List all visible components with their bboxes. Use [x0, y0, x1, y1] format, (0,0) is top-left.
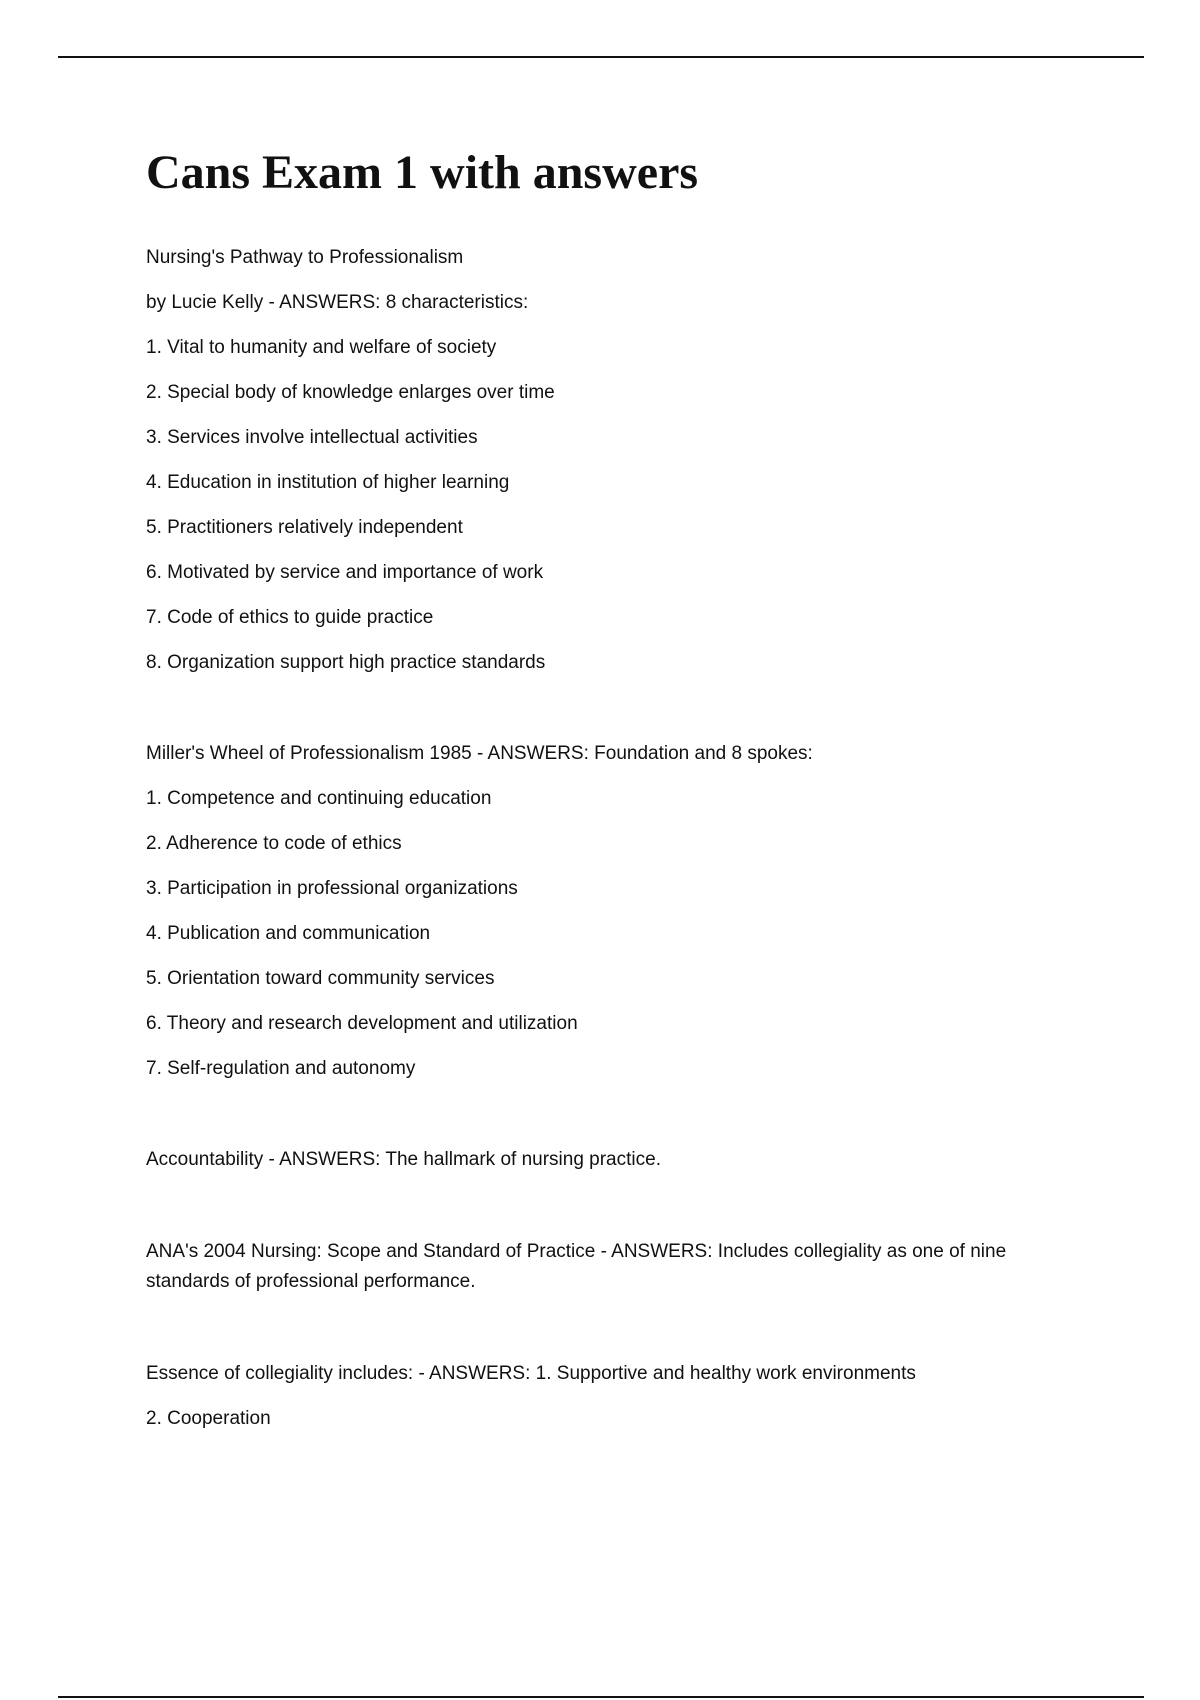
answer-text: by Lucie Kelly - ANSWERS: 8 characteristics: — [146, 292, 529, 313]
list-item: 4. Publication and communication — [146, 923, 431, 944]
question-text: Nursing's Pathway to Professionalism — [146, 247, 464, 268]
list-item: 8. Organization support high practice standards — [146, 652, 546, 673]
section-spacer — [146, 1314, 1076, 1360]
list-item: 7. Code of ethics to guide practice — [146, 607, 434, 628]
section-ana-2004 — [146, 1237, 1076, 1297]
question-text: Essence of collegiality includes: - ANSWERS: 1. Supportive and healthy work environments — [146, 1363, 916, 1384]
section-pathway — [146, 244, 1076, 677]
list-item: 1. Competence and continuing education — [146, 788, 492, 809]
section-spacer — [146, 694, 1076, 740]
section-millers-wheel — [146, 740, 1076, 1083]
footer-rule — [58, 1696, 1144, 1698]
section-accountability — [146, 1146, 1076, 1174]
list-item: 6. Motivated by service and importance of work — [146, 562, 544, 583]
list-item: 5. Orientation toward community services — [146, 968, 495, 989]
list-item: 2. Cooperation — [146, 1408, 271, 1429]
list-item: 5. Practitioners relatively independent — [146, 517, 463, 538]
list-item: 3. Participation in professional organizations — [146, 878, 518, 899]
list-item: 3. Services involve intellectual activities — [146, 427, 478, 448]
header-rule — [58, 56, 1144, 58]
page-title: Cans Exam 1 with answers — [146, 146, 699, 199]
document-body — [146, 140, 1076, 1450]
list-item: 2. Special body of knowledge enlarges over time — [146, 382, 555, 403]
question-text: Accountability - ANSWERS: The hallmark of nursing practice. — [146, 1149, 661, 1170]
question-text: ANA's 2004 Nursing: Scope and Standard of Practice - ANSWERS: Includes collegiality as one of nine standards of professional performance. — [146, 1241, 1007, 1292]
list-item: 6. Theory and research development and utilization — [146, 1013, 578, 1034]
list-item: 1. Vital to humanity and welfare of society — [146, 337, 497, 358]
question-text: Miller's Wheel of Professionalism 1985 - ANSWERS: Foundation and 8 spokes: — [146, 743, 813, 764]
section-spacer — [146, 1100, 1076, 1146]
list-item: 4. Education in institution of higher learning — [146, 472, 510, 493]
section-spacer — [146, 1191, 1076, 1237]
list-item: 7. Self-regulation and autonomy — [146, 1058, 416, 1079]
section-collegiality — [146, 1360, 1076, 1433]
list-item: 2. Adherence to code of ethics — [146, 833, 402, 854]
